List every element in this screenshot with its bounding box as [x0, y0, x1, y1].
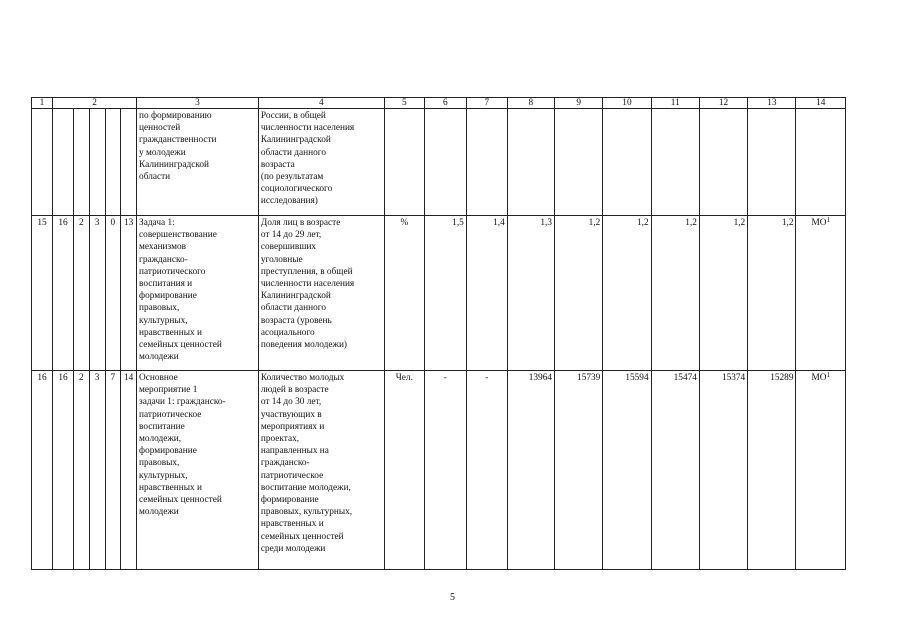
unit-cell: % — [384, 216, 424, 371]
col-header-6: 6 — [424, 98, 466, 109]
value-cell: 15374 — [699, 371, 747, 570]
code-cell: 2 — [74, 371, 90, 570]
code-cell: 16 — [53, 216, 74, 371]
value-cell — [507, 109, 554, 216]
executor-cell — [796, 371, 846, 570]
code-cell — [89, 109, 105, 216]
value-cell: 1,2 — [603, 216, 651, 371]
col-header-5: 5 — [384, 98, 424, 109]
code-cell: 14 — [121, 371, 137, 570]
value-cell — [466, 109, 507, 216]
name-cell: Задача 1: совершенствование механизмов гражданско- патриотического воспитания и формирование правовых, культурных, нравственных и семейных ценностей молодежи — [137, 216, 259, 371]
col-header-2: 2 — [53, 98, 137, 109]
value-cell: 1,4 — [466, 216, 507, 371]
value-cell: 1,2 — [555, 216, 603, 371]
executor-cell — [796, 109, 846, 216]
code-cell — [74, 109, 90, 216]
value-cell: 1,2 — [651, 216, 699, 371]
col-header-1: 1 — [32, 98, 53, 109]
code-cell: 15 — [32, 216, 53, 371]
code-cell: 3 — [89, 216, 105, 371]
code-cell: 13 — [121, 216, 137, 371]
table-row — [32, 109, 846, 216]
executor-footnote: 1 — [826, 216, 830, 224]
col-header-8: 8 — [507, 98, 554, 109]
executor-label: МО — [811, 373, 827, 383]
col-header-3: 3 — [137, 98, 259, 109]
table-row — [32, 371, 846, 570]
value-cell: 1,2 — [748, 216, 796, 371]
indicator-cell: Доля лиц в возрасте от 14 до 29 лет, совершивших уголовные преступления, в общей численности населения Калининградской области данного возраста (уровень асоциального поведения молодежи) — [258, 216, 384, 371]
column-number-row — [32, 98, 846, 109]
code-cell: 7 — [105, 371, 121, 570]
value-cell — [424, 109, 466, 216]
value-cell: 15289 — [748, 371, 796, 570]
name-cell: по формированию ценностей гражданственности у молодежи Калининградской области — [137, 109, 259, 216]
col-header-4: 4 — [258, 98, 384, 109]
code-cell: 2 — [74, 216, 90, 371]
indicator-cell: Количество молодых людей в возрасте от 14 до 30 лет, участвующих в мероприятиях и проектах, направленных на гражданско- патриотическое воспитание молодежи, формирование правовых, культурных, нравственных и семейных ценностей среди молодежи — [258, 371, 384, 570]
value-cell — [651, 109, 699, 216]
code-cell: 16 — [32, 371, 53, 570]
executor-footnote: 1 — [826, 371, 830, 379]
value-cell: - — [424, 371, 466, 570]
unit-cell: Чел. — [384, 371, 424, 570]
value-cell: 15739 — [555, 371, 603, 570]
col-header-9: 9 — [555, 98, 603, 109]
page-number: 5 — [450, 592, 455, 603]
name-cell: Основное мероприятие 1 задачи 1: гражданско- патриотическое воспитание молодежи, формирование правовых, культурных, нравственных и семейных ценностей молодежи — [137, 371, 259, 570]
col-header-13: 13 — [748, 98, 796, 109]
code-cell: 0 — [105, 216, 121, 371]
value-cell: 1,2 — [699, 216, 747, 371]
value-cell — [699, 109, 747, 216]
code-cell — [121, 109, 137, 216]
code-cell — [32, 109, 53, 216]
value-cell: 13964 — [507, 371, 554, 570]
executor-label: МО — [811, 218, 827, 228]
col-header-14: 14 — [796, 98, 846, 109]
value-cell: 15474 — [651, 371, 699, 570]
col-header-7: 7 — [466, 98, 507, 109]
col-header-12: 12 — [699, 98, 747, 109]
table-row — [32, 216, 846, 371]
executor-cell — [796, 216, 846, 371]
value-cell — [555, 109, 603, 216]
value-cell: - — [466, 371, 507, 570]
indicators-table — [31, 97, 846, 570]
unit-cell — [384, 109, 424, 216]
col-header-10: 10 — [603, 98, 651, 109]
value-cell: 15594 — [603, 371, 651, 570]
code-cell — [105, 109, 121, 216]
col-header-11: 11 — [651, 98, 699, 109]
indicator-cell: России, в общей численности населения Калининградской области данного возраста (по результатам социологического исследования) — [258, 109, 384, 216]
code-cell — [53, 109, 74, 216]
code-cell: 16 — [53, 371, 74, 570]
code-cell: 3 — [89, 371, 105, 570]
value-cell — [603, 109, 651, 216]
value-cell: 1,5 — [424, 216, 466, 371]
value-cell: 1,3 — [507, 216, 554, 371]
value-cell — [748, 109, 796, 216]
